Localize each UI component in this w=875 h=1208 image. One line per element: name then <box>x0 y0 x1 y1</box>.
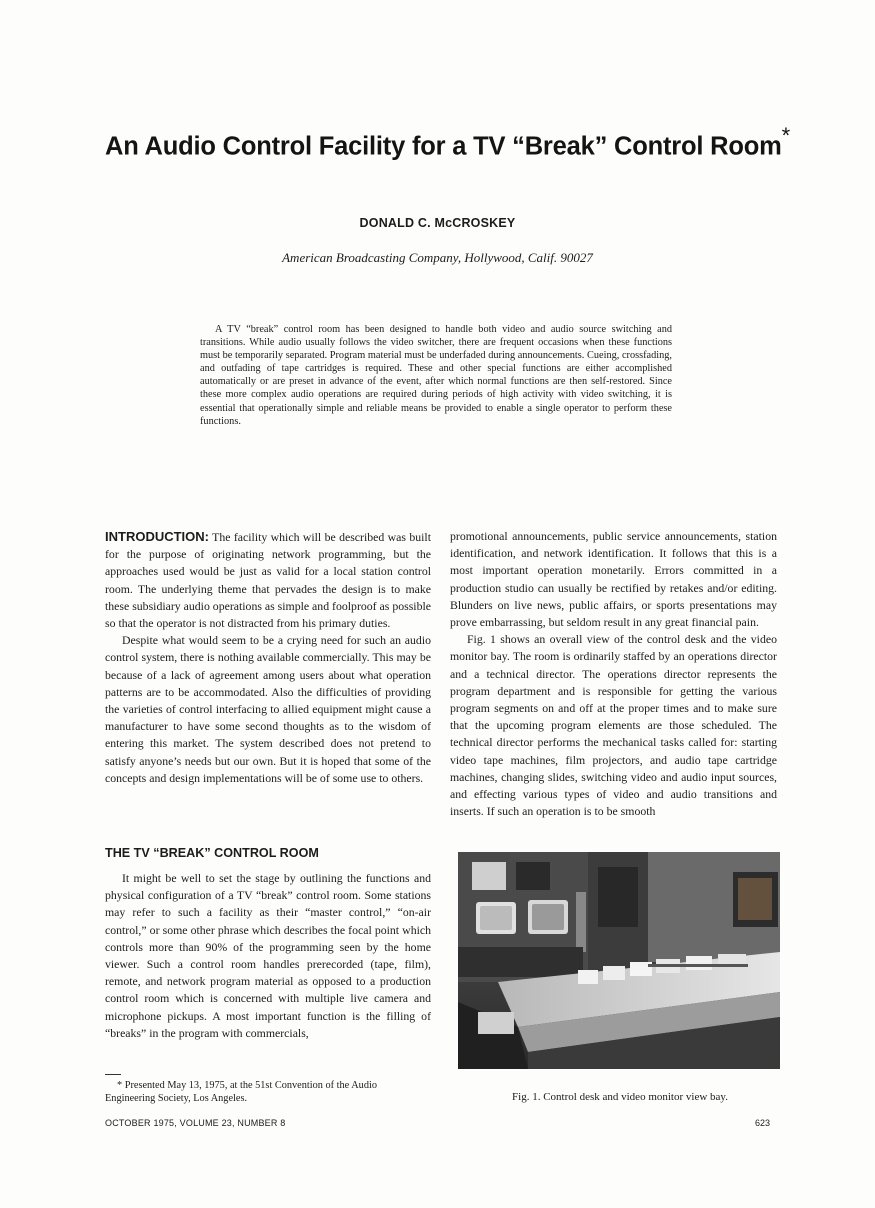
footnote <box>105 1079 440 1105</box>
footnote-line-1: Presented May 13, 1975, at the 51st Convention of the Audio <box>124 1080 377 1091</box>
abstract-text: A TV “break” control room has been designed to handle both video and audio source switching and transitions. While audio usually follows the video switcher, there are frequent occasions when these functions must be temporarily separated. Program material must be underfaded during announcements. Cueing, crossfading, and outfading of tape cartridges is required. These and other special functions are either accomplished automatically or are preset in advance of the event, after which normal functions are then self-restored. Since these more complex audio operations are required during periods of high activity with video switching, it is essential that operationally simple and reliable means be provided to enable a single operator to perform these functions. <box>200 324 672 427</box>
right-paragraph-2: Fig. 1 shows an overall view of the control desk and the video monitor bay. The room is ordinarily staffed by an operations director and a technical director. The operations director represents the program department and is responsible for getting the various program segments on and off at the proper times and to make sure that the upcoming program elements are those scheduled. The technical director performs the mechanical tasks called for: starting video tape machines, film projectors, and audio tape cartridge machines, changing slides, switching video and audio input sources, and effecting various types of video and audio transitions and inserts. If such an operation is to be smooth <box>450 632 777 819</box>
control-room-photo-image <box>458 852 780 1069</box>
footnote-mark: * <box>117 1080 123 1091</box>
left-column-bottom <box>105 870 431 1042</box>
article-title: An Audio Control Facility for a TV “Break” Control Room* <box>105 123 790 161</box>
figure-caption: Fig. 1. Control desk and video monitor view bay. <box>512 1091 728 1103</box>
right-column <box>450 528 777 820</box>
section-paragraph-1: It might be well to set the stage by outlining the functions and physical configuration of a TV “break” control room. Some stations may refer to such a facility as their “master control,” “on-air control,” or some other phrase which describes the focal point which controls more than 90% of the programming seen by the home viewer. Such a control room handles prerecorded (tape, film), remote, and network program material as opposed to a production control room which is concerned with multiple live camera and microphone pickups. A most important function is the filling of “breaks” in the program with commercials, <box>105 871 431 1040</box>
left-column-top <box>105 528 431 787</box>
intro-paragraph-2: Despite what would seem to be a crying need for such an audio control system, there is nothing available commercially. This may be because of a lack of agreement among users about what operation patterns are to be accommodated. Also the difficulties of providing the varieties of control interfacing to allied equipment might cause a manufacturer to have some second thoughts as to the wisdom of entering this market. The system described does not pretend to satisfy anyone’s needs but our own. But it is hoped that some of the concepts and design implementations will be of some use to others. <box>105 633 431 785</box>
figure-1-photo <box>458 852 780 1069</box>
footnote-line-2: Engineering Society, Los Angeles. <box>105 1093 248 1104</box>
intro-paragraph-1: The facility which will be described was built for the purpose of originating network programming, but the approaches used would be just as valid for a local station control room. The underlying theme that pervades the design is to make these subsidiary audio operations as simple and foolproof as possible so that the operator is not distracted from his primary duties. <box>105 530 431 631</box>
author-name: DONALD C. McCROSKEY <box>359 216 516 230</box>
right-paragraph-1: promotional announcements, public service announcements, station identification, and network identification. It follows that this is a most important operation monetarily. Errors committed in a production studio can usually be rectified by retakes and/or editing. Blunders on live news, public affairs, or sports presentations may prove embarrassing, but seldom result in any great financial pain. <box>450 529 777 630</box>
author-affiliation: American Broadcasting Company, Hollywood, Calif. 90027 <box>282 250 593 265</box>
introduction-heading: INTRODUCTION: <box>105 529 209 544</box>
journal-issue-footer: OCTOBER 1975, VOLUME 23, NUMBER 8 <box>105 1118 286 1128</box>
abstract <box>200 323 672 428</box>
title-footnote-mark: * <box>781 123 790 148</box>
section-heading: THE TV “BREAK” CONTROL ROOM <box>105 846 319 860</box>
page-number: 623 <box>755 1118 771 1128</box>
footnote-rule <box>105 1074 121 1075</box>
